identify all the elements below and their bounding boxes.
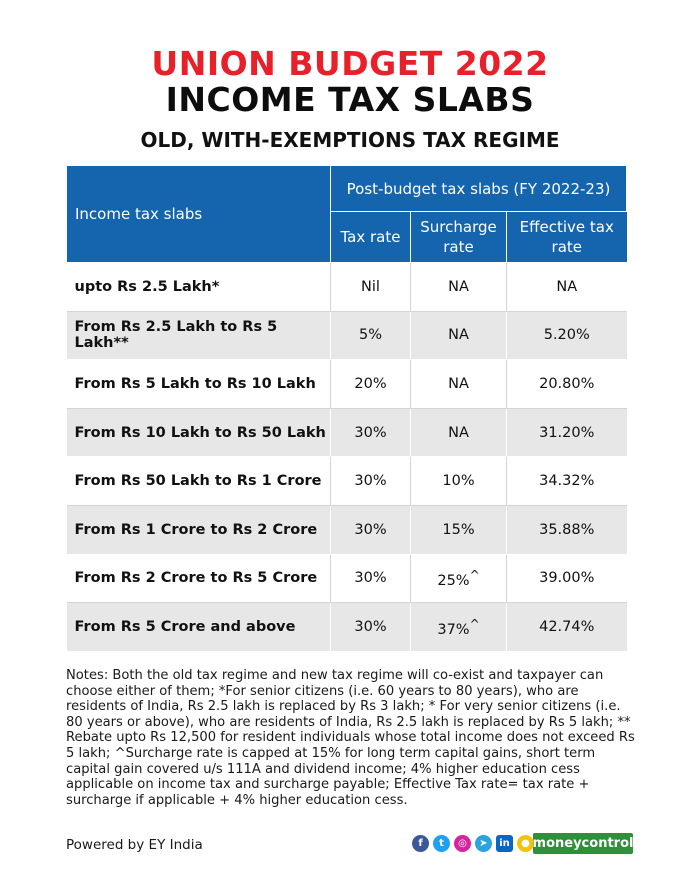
cell-surcharge-rate: 37%^ bbox=[411, 603, 507, 652]
cell-effective-tax-rate: 34.32% bbox=[507, 457, 627, 506]
cell-surcharge-rate: NA bbox=[411, 311, 507, 360]
cell-tax-rate: 5% bbox=[331, 311, 411, 360]
column-header-effective-tax-rate: Effective tax rate bbox=[507, 212, 627, 263]
twitter-icon[interactable]: t bbox=[433, 835, 450, 852]
headline-union-budget: UNION BUDGET 2022 bbox=[151, 44, 549, 83]
cell-income-slab: From Rs 10 Lakh to Rs 50 Lakh bbox=[67, 408, 331, 457]
regime-subtitle: OLD, WITH-EXEMPTIONS TAX REGIME bbox=[140, 128, 560, 152]
cell-income-slab: From Rs 5 Crore and above bbox=[67, 603, 331, 652]
headline-income-tax-slabs: INCOME TAX SLABS bbox=[165, 80, 535, 119]
cell-tax-rate: 30% bbox=[331, 554, 411, 603]
table-body bbox=[67, 263, 627, 652]
cell-tax-rate: Nil bbox=[331, 263, 411, 312]
cell-income-slab: From Rs 1 Crore to Rs 2 Crore bbox=[67, 505, 331, 554]
cell-tax-rate: 20% bbox=[331, 360, 411, 409]
telegram-icon[interactable]: ➤ bbox=[475, 835, 492, 852]
cell-surcharge-rate: 25%^ bbox=[411, 554, 507, 603]
cell-effective-tax-rate: NA bbox=[507, 263, 627, 312]
cell-surcharge-rate: 10% bbox=[411, 457, 507, 506]
cell-tax-rate: 30% bbox=[331, 408, 411, 457]
cell-income-slab: From Rs 5 Lakh to Rs 10 Lakh bbox=[67, 360, 331, 409]
cell-income-slab: upto Rs 2.5 Lakh* bbox=[67, 263, 331, 312]
cell-tax-rate: 30% bbox=[331, 457, 411, 506]
table-row bbox=[67, 457, 627, 506]
cell-income-slab: From Rs 50 Lakh to Rs 1 Crore bbox=[67, 457, 331, 506]
table-row bbox=[67, 554, 627, 603]
cell-effective-tax-rate: 31.20% bbox=[507, 408, 627, 457]
cell-effective-tax-rate: 35.88% bbox=[507, 505, 627, 554]
table-row bbox=[67, 263, 627, 312]
footnotes: Notes: Both the old tax regime and new tax regime will co-exist and taxpayer can choose either of them; *For senior citizens (i.e. 60 years to 80 years), who are residents of India, Rs 2.5 lakh is replaced by Rs 3 lakh; * For very senior citizens (i.e. 80 years or above), who are residents of India, Rs 2.5 lakh is replaced by Rs 5 lakh; ** Rebate upto Rs 12,500 for resident individuals whose total income does not exceed Rs 5 lakh; ^Surcharge rate is capped at 15% for long term capital gains, short term capital gain covered u/s 111A and dividend income; 4% higher education cess applicable on income tax and surcharge payable; Effective Tax rate= tax rate + surcharge if applicable + 4% higher education cess. bbox=[66, 668, 635, 808]
cell-surcharge-rate: NA bbox=[411, 360, 507, 409]
table-row bbox=[67, 408, 627, 457]
table-row bbox=[67, 360, 627, 409]
cell-tax-rate: 30% bbox=[331, 603, 411, 652]
table-row bbox=[67, 603, 627, 652]
caret-footnote-mark: ^ bbox=[469, 616, 480, 631]
facebook-icon[interactable]: f bbox=[412, 835, 429, 852]
column-group-header-post-budget: Post-budget tax slabs (FY 2022-23) bbox=[331, 166, 627, 212]
cell-surcharge-rate: 15% bbox=[411, 505, 507, 554]
caret-footnote-mark: ^ bbox=[469, 567, 480, 582]
column-header-income-tax-slabs: Income tax slabs bbox=[67, 166, 331, 263]
koo-icon[interactable]: ● bbox=[517, 835, 534, 852]
cell-effective-tax-rate: 5.20% bbox=[507, 311, 627, 360]
linkedin-icon[interactable]: in bbox=[496, 835, 513, 852]
cell-surcharge-rate: NA bbox=[411, 263, 507, 312]
table-row bbox=[67, 505, 627, 554]
powered-by-credit: Powered by EY India bbox=[66, 837, 203, 853]
cell-income-slab: From Rs 2.5 Lakh to Rs 5 Lakh** bbox=[67, 311, 331, 360]
moneycontrol-logo: moneycontrol bbox=[533, 833, 633, 854]
column-header-surcharge-rate: Surcharge rate bbox=[411, 212, 507, 263]
cell-effective-tax-rate: 20.80% bbox=[507, 360, 627, 409]
cell-surcharge-rate: NA bbox=[411, 408, 507, 457]
instagram-icon[interactable]: ◎ bbox=[454, 835, 471, 852]
cell-effective-tax-rate: 39.00% bbox=[507, 554, 627, 603]
cell-effective-tax-rate: 42.74% bbox=[507, 603, 627, 652]
cell-income-slab: From Rs 2 Crore to Rs 5 Crore bbox=[67, 554, 331, 603]
cell-tax-rate: 30% bbox=[331, 505, 411, 554]
tax-slabs-table bbox=[66, 165, 627, 652]
social-icons bbox=[412, 835, 534, 852]
column-header-tax-rate: Tax rate bbox=[331, 212, 411, 263]
table-row bbox=[67, 311, 627, 360]
